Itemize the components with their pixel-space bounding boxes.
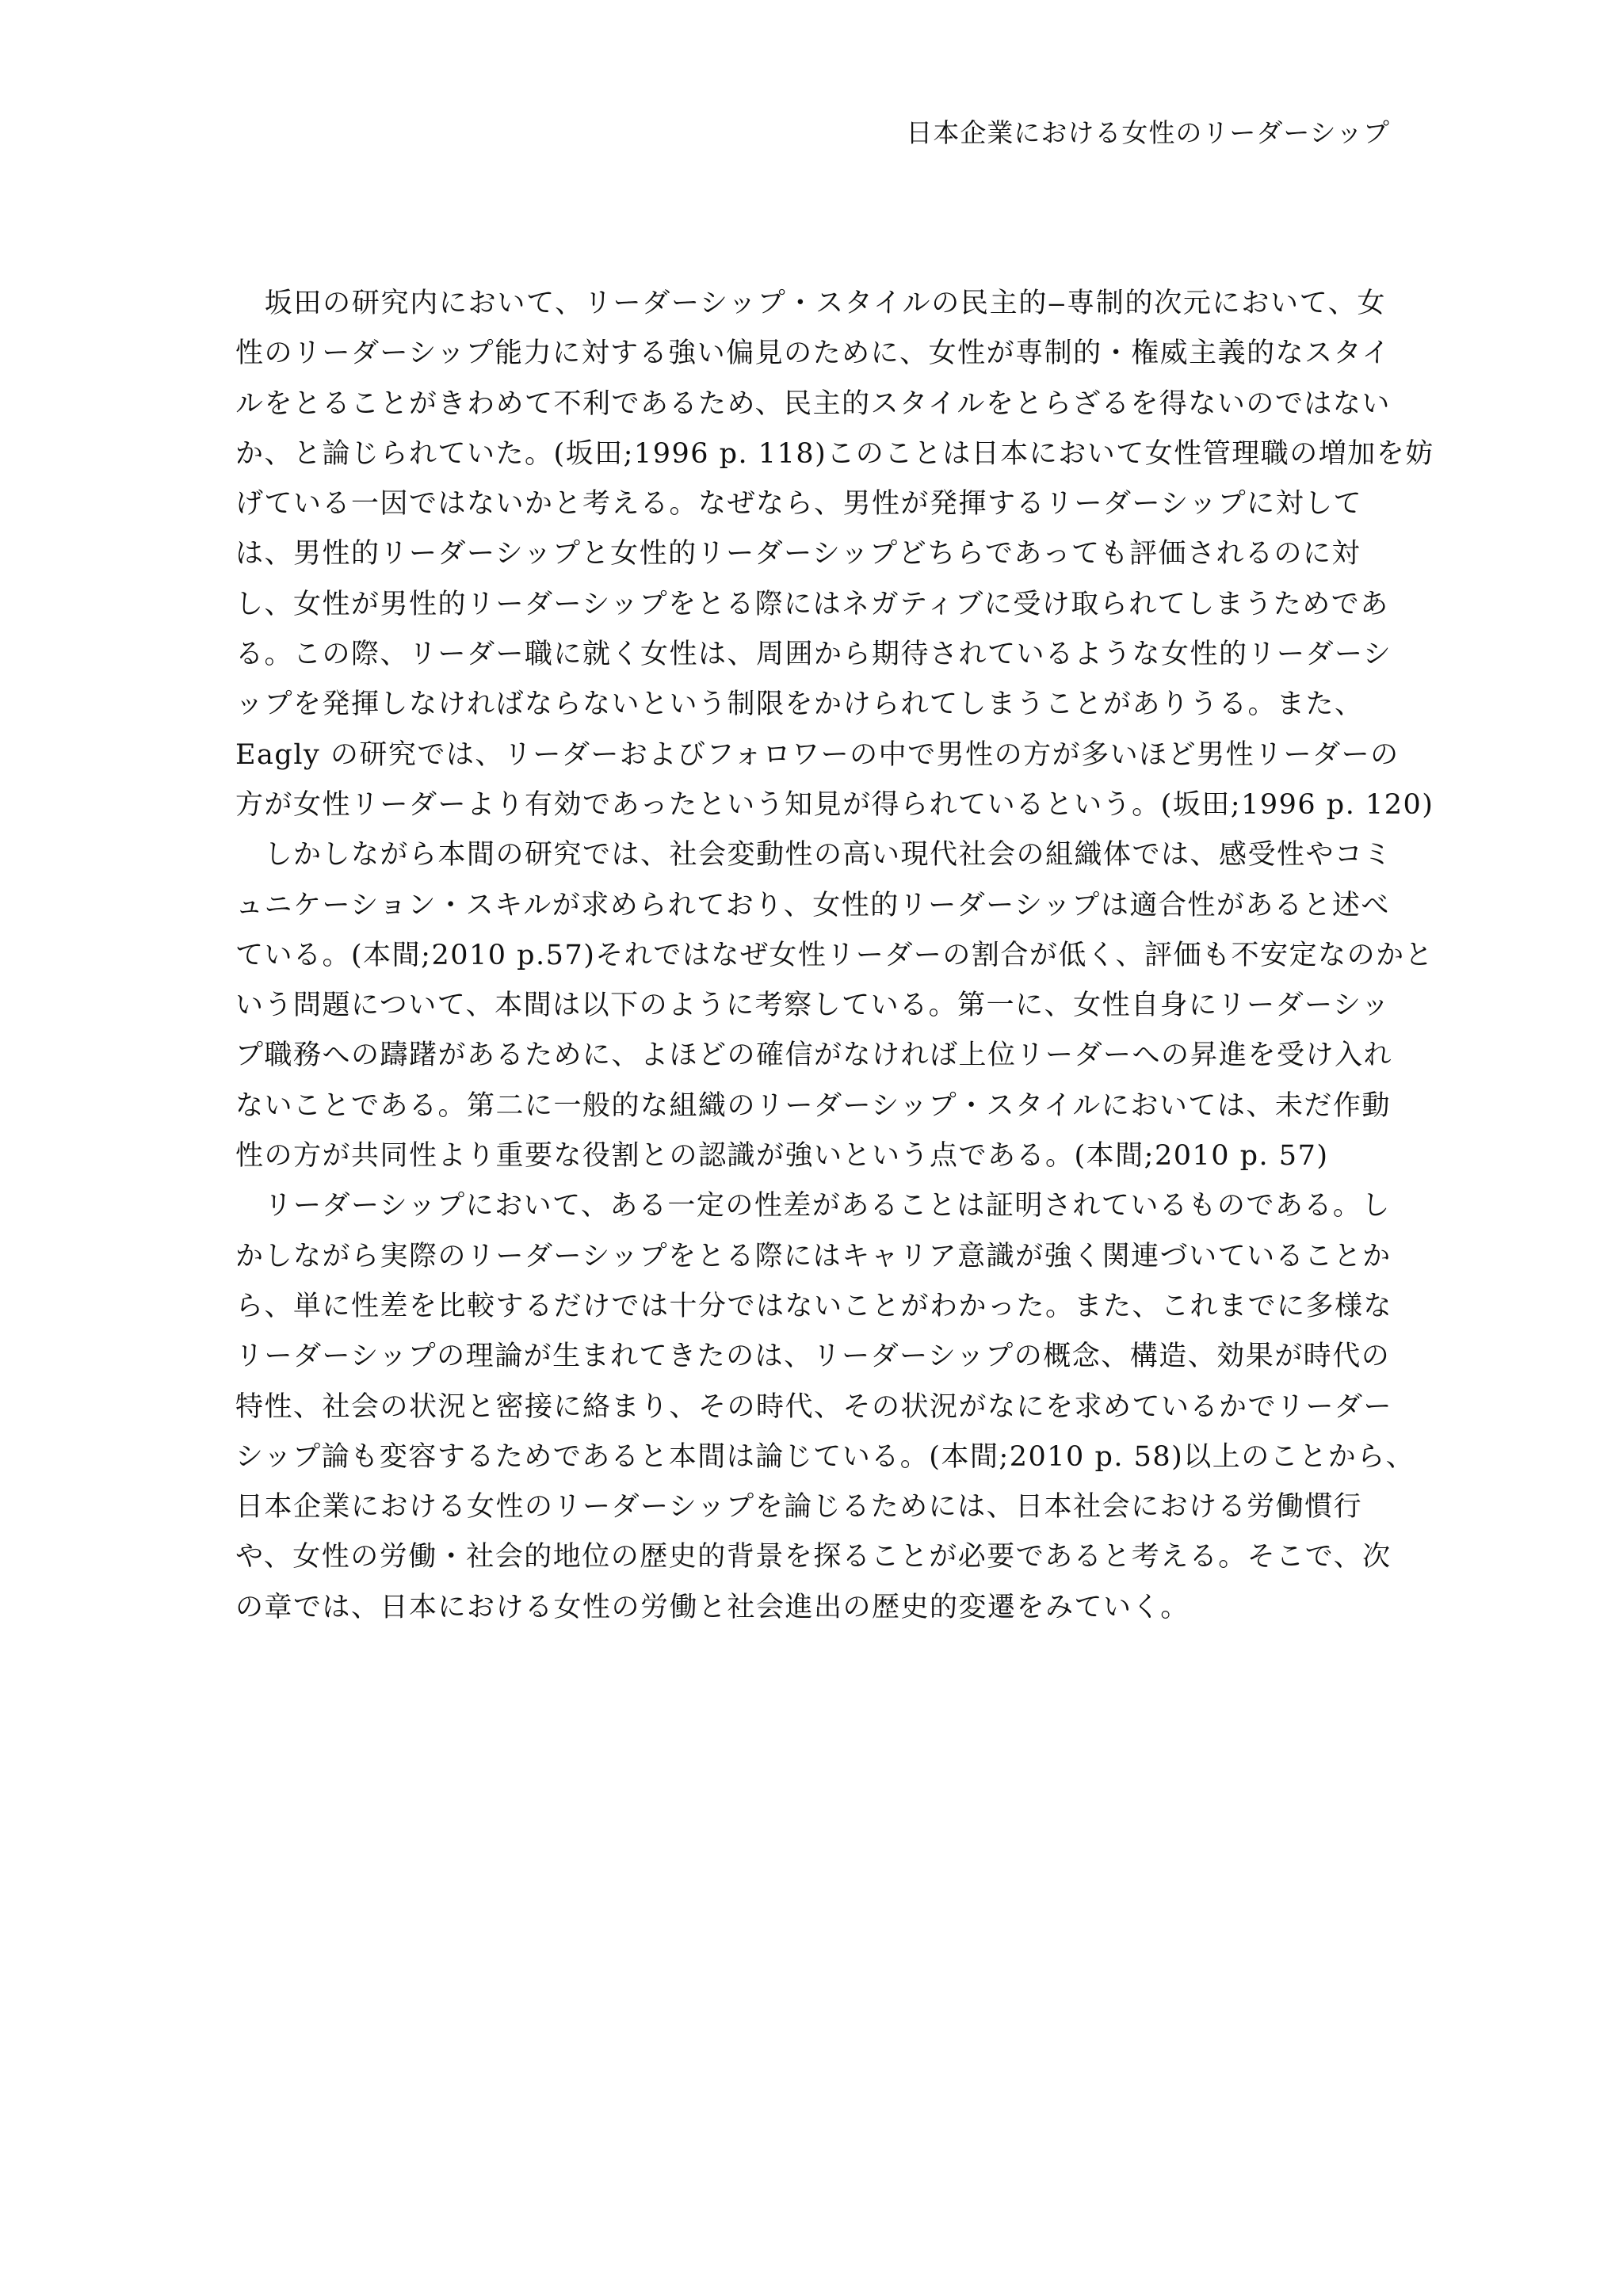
text-line: いう問題について、本間は以下のように考察している。第一に、女性自身にリーダーシッ [235,990,1391,1022]
text-line: 性のリーダーシップ能力に対する強い偏見のために、女性が専制的・権威主義的なスタイ [235,338,1391,370]
text-line: リーダーシップにおいて、ある一定の性差があることは証明されているものである。し [235,1190,1391,1222]
text-line: ュニケーション・スキルが求められており、女性的リーダーシップは適合性があると述べ [235,889,1390,921]
text-line: し、女性が男性的リーダーシップをとる際にはネガティブに受け取られてしまうためであ [235,588,1389,620]
text-line: ップを発揮しなければならないという制限をかけられてしまうことがありうる。また、 [235,688,1364,721]
text-line: げている一因ではないかと考える。なぜなら、男性が発揮するリーダーシップに対して [235,488,1363,521]
text-line: か、と論じられていた。(坂田;1996 p. 118)このことは日本において女性管理職の増加を妨 [235,437,1434,470]
text-line: 特性、社会の状況と密接に絡まり、その時代、その状況がなにを求めているかでリーダー [235,1390,1393,1423]
text-line: る。この際、リーダー職に就く女性は、周囲から期待されているような女性的リーダーシ [235,639,1392,671]
text-line: シップ論も変容するためであると本間は論じている。(本間;2010 p. 58)以上のことから、 [235,1440,1415,1473]
text-line: 坂田の研究内において、リーダーシップ・スタイルの民主的‒専制的次元において、女 [235,288,1386,319]
text-line: は、男性的リーダーシップと女性的リーダーシップどちらであっても評価されるのに対 [235,538,1361,570]
text-line: プ職務への躊躇があるために、よほどの確信がなければ上位リーダーへの昇進を受け入れ [235,1039,1393,1072]
text-line: ら、単に性差を比較するだけでは十分ではないことがわかった。また、これまでに多様な [235,1290,1393,1322]
text-line: リーダーシップの理論が生まれてきたのは、リーダーシップの概念、構造、効果が時代の [235,1341,1391,1373]
text-line: かしながら実際のリーダーシップをとる際にはキャリア意識が強く関連づいていることか [235,1240,1392,1272]
text-line: 性の方が共同性より重要な役割との認識が強いという点である。(本間;2010 p. 57) [235,1140,1329,1173]
text-line: ルをとることがきわめて不利であるため、民主的スタイルをとらざるを得ないのではない [235,387,1391,420]
body-text [235,279,1434,1633]
text-line: しかしながら本間の研究では、社会変動性の高い現代社会の組織体では、感受性やコミ [235,839,1393,871]
text-line: Eagly の研究では、リーダーおよびフォロワーの中で男性の方が多いほど男性リーダーの [235,738,1400,771]
text-line: ないことである。第二に一般的な組織のリーダーシップ・スタイルにおいては、未だ作動 [235,1089,1391,1122]
text-line: 方が女性リーダーより有効であったという知見が得られているという。(坂田;1996 p. 120) [235,788,1434,821]
text-line: 日本企業における女性のリーダーシップを論じるためには、日本社会における労働慣行 [235,1491,1363,1524]
running-header: 日本企業における女性のリーダーシップ [906,117,1390,148]
text-line: や、女性の労働・社会的地位の歴史的背景を探ることが必要であると考える。そこで、次 [235,1541,1392,1573]
text-line: の章では、日本における女性の労働と社会進出の歴史的変遷をみていく。 [235,1591,1190,1623]
text-line: ている。(本間;2010 p.57)それではなぜ女性リーダーの割合が低く、評価も不安定なのかと [235,939,1434,971]
